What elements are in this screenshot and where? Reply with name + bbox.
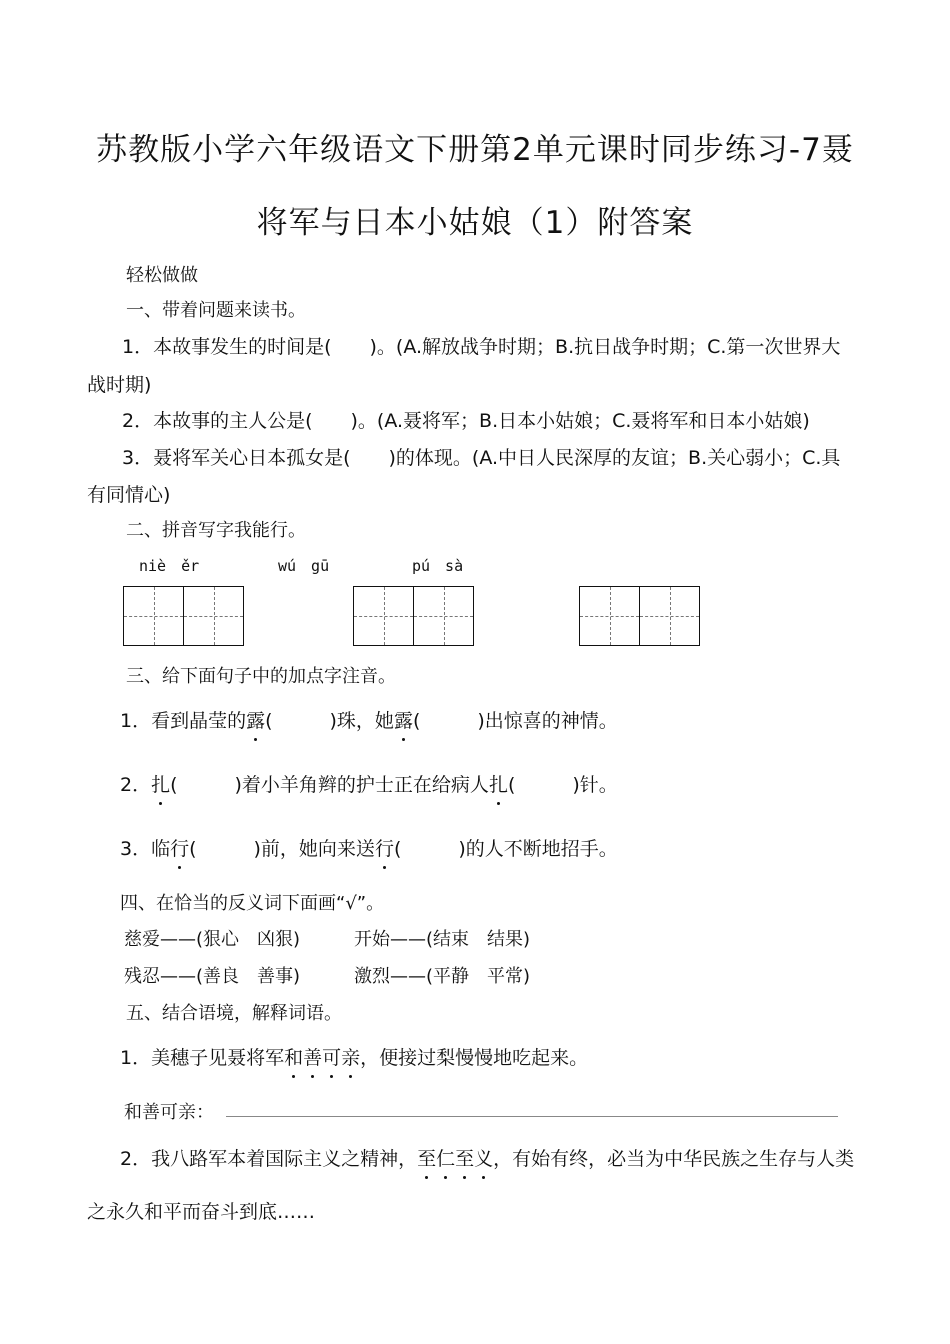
section-3-heading: 三、给下面句子中的加点字注音。 (126, 666, 396, 687)
page-title-line-2: 将军与日本小姑娘（1）附答案 (256, 205, 694, 241)
page-title-line-1: 苏教版小学六年级语文下册第2单元课时同步练习-7聂 (96, 132, 854, 168)
answer-label: 和善可亲： (124, 1102, 214, 1123)
writing-cell[interactable] (640, 587, 699, 645)
antonym-row-2a: 残忍——(善良 善事) (124, 966, 301, 987)
text: 2．我八路军本着国际主义之精神， (120, 1148, 418, 1170)
text: ( )前，她向来送 (189, 838, 375, 860)
dotted-char: 扎 (151, 770, 170, 797)
s3-question-1 (120, 706, 618, 733)
antonym-row-2b: 激烈——(平静 平常) (354, 966, 531, 987)
text: 3．临 (120, 838, 171, 860)
antonym-row-1a: 慈爱——(狠心 凶狠) (124, 929, 301, 950)
pinyin-1: niè ěr (139, 557, 200, 575)
section-4-heading: 四、在恰当的反义词下面画“√”。 (120, 893, 385, 914)
section-1-heading: 一、带着问题来读书。 (126, 300, 306, 321)
dotted-char: 至 (455, 1144, 474, 1171)
s3-question-2 (120, 770, 618, 797)
text: ，便接过梨慢慢地吃起来。 (360, 1047, 589, 1069)
text: 2． (120, 774, 152, 796)
writing-cell[interactable] (580, 587, 640, 645)
s5-question-2 (120, 1144, 854, 1171)
dotted-char: 可 (322, 1043, 341, 1070)
text: 1．美穗子见聂将军 (120, 1047, 285, 1069)
s1-question-1-cont: 战时期) (87, 374, 152, 396)
text: ( )的人不断地招手。 (393, 838, 618, 860)
dotted-char: 行 (375, 834, 394, 861)
writing-grid-2[interactable] (353, 586, 474, 646)
text: 1．看到晶莹的 (120, 710, 247, 732)
antonym-row-1b: 开始——(结束 结果) (354, 929, 531, 950)
dotted-char: 行 (170, 834, 189, 861)
dotted-char: 露 (394, 706, 413, 733)
dotted-char: 善 (303, 1043, 322, 1070)
s1-question-1: 1．本故事发生的时间是( )。(A.解放战争时期；B.抗日战争时期；C.第一次世界大 (122, 336, 841, 358)
dotted-char: 至 (417, 1144, 436, 1171)
writing-cell[interactable] (184, 587, 243, 645)
s5-question-2-cont: 之永久和平而奋斗到底…… (87, 1201, 316, 1223)
section-5-heading: 五、结合语境，解释词语。 (126, 1003, 342, 1024)
s1-question-2: 2．本故事的主人公是( )。(A.聂将军；B.日本小姑娘；C.聂将军和日本小姑娘) (122, 410, 810, 432)
s3-question-3 (120, 834, 618, 861)
warmup-label: 轻松做做 (126, 265, 198, 286)
dotted-char: 亲 (341, 1043, 360, 1070)
text: ( )出惊喜的神情。 (412, 710, 618, 732)
writing-cell[interactable] (414, 587, 473, 645)
section-2-heading: 二、拼音写字我能行。 (126, 520, 306, 541)
s5-question-1 (120, 1043, 588, 1070)
writing-cell[interactable] (354, 587, 414, 645)
dotted-char: 露 (246, 706, 265, 733)
writing-grid-1[interactable] (123, 586, 244, 646)
dotted-char: 义 (474, 1144, 493, 1171)
writing-cell[interactable] (124, 587, 184, 645)
dotted-char: 仁 (436, 1144, 455, 1171)
text: ，有始有终，必当为中华民族之生存与人类 (493, 1148, 855, 1170)
writing-grid-3[interactable] (579, 586, 700, 646)
pinyin-3: pú sà (412, 557, 464, 575)
text: ( )珠，她 (265, 710, 394, 732)
pinyin-2: wú gū (278, 557, 330, 575)
text: ( )针。 (507, 774, 618, 796)
s1-question-3-cont: 有同情心) (87, 484, 171, 506)
s1-question-3: 3．聂将军关心日本孤女是( )的体现。(A.中日人民深厚的友谊；B.关心弱小；C.具 (122, 447, 841, 469)
dotted-char: 和 (284, 1043, 303, 1070)
text: ( )着小羊角辫的护士正在给病人 (170, 774, 489, 796)
answer-line[interactable] (226, 1116, 838, 1117)
dotted-char: 扎 (489, 770, 508, 797)
